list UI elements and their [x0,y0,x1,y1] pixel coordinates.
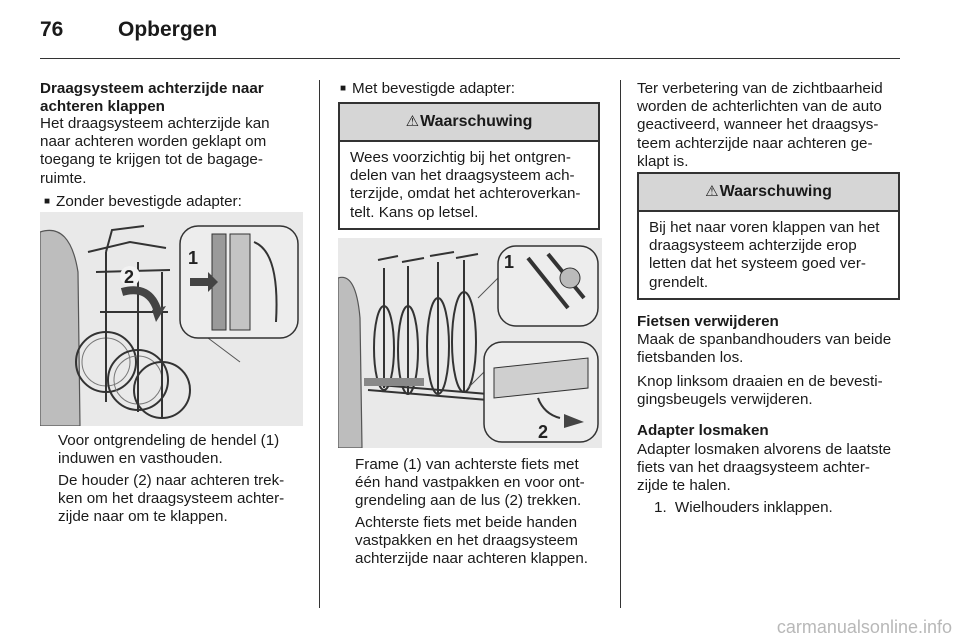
page-number: 76 [40,18,64,41]
warning-text: Bij het naar voren klappen van het draagsysteem achterzijde erop letten dat het systeem goed ver- grendelt. [649,219,880,291]
square-bullet-icon: ■ [44,196,51,207]
warning-box [338,102,600,230]
paragraph: Knop linksom draaien en de bevesti- gingsbeugels verwijderen. [637,373,883,409]
bullet-item: ■ Met bevestigde adapter: [340,80,515,97]
warning-triangle-icon: ⚠ [405,113,420,130]
column-divider [620,80,621,608]
instruction-step: Achterste fiets met beide handen vastpakken en het draagsysteem achterzijde naar achteren klappen. [355,514,589,568]
warning-header: ⚠Waarschuwing [639,174,898,212]
warning-triangle-icon: ⚠ [705,183,719,200]
illustration-bike-carrier-fold [40,212,303,426]
section-heading: Adapter losmaken [637,422,769,439]
warning-box [637,172,900,300]
warning-text: Wees voorzichtig bij het ontgren- delen van het draagsysteem ach- terzijde, omdat het achteroverkan- telt. Kans op letsel. [350,149,581,221]
figure-label: 2 [124,267,135,287]
chapter-title: Opbergen [118,18,218,41]
illustration-bike-carrier-adapter [338,238,602,448]
instruction-step: De houder (2) naar achteren trek- ken om het draagsysteem achter- zijde naar om te klappen. [58,472,285,526]
figure-label: 1 [504,252,515,272]
instruction-step: Voor ontgrendeling de hendel (1) induwen en vasthouden. [58,432,280,468]
section-heading: Draagsysteem achterzijde naar achteren klappen [40,80,264,116]
warning-header: ⚠Waarschuwing [340,104,598,142]
list-item-text: Wielhouders inklappen. [674,499,833,516]
paragraph: Maak de spanbandhouders van beide fietsbanden los. [637,331,892,367]
figure-label: 1 [188,248,199,268]
section-heading: Fietsen verwijderen [637,313,779,330]
numbered-list-item [654,499,833,517]
square-bullet-icon: ■ [340,83,347,94]
intro-paragraph: Het draagsysteem achterzijde kan naar achteren worden geklapt om toegang te krijgen tot de bagage- ruimte. [40,115,270,187]
list-number: 1. [654,499,667,516]
header-rule [40,58,900,59]
column-divider [319,80,320,608]
figure-label: 2 [538,422,549,442]
instruction-step: Frame (1) van achterste fiets met één hand vastpakken en voor ont- grendeling aan de lus (2) trekken. [355,456,585,510]
watermark: carmanualsonline.info [776,617,952,637]
paragraph: Ter verbetering van de zichtbaarheid worden de achterlichten van de auto geactiveerd, wanneer het draagsys- teem achterzijde naar achteren ge- klapt is. [637,80,883,170]
bullet-item: ■ Zonder bevestigde adapter: [44,193,242,210]
paragraph: Adapter losmaken alvorens de laatste fiets van het draagsysteem achter- zijde te halen. [637,441,892,495]
